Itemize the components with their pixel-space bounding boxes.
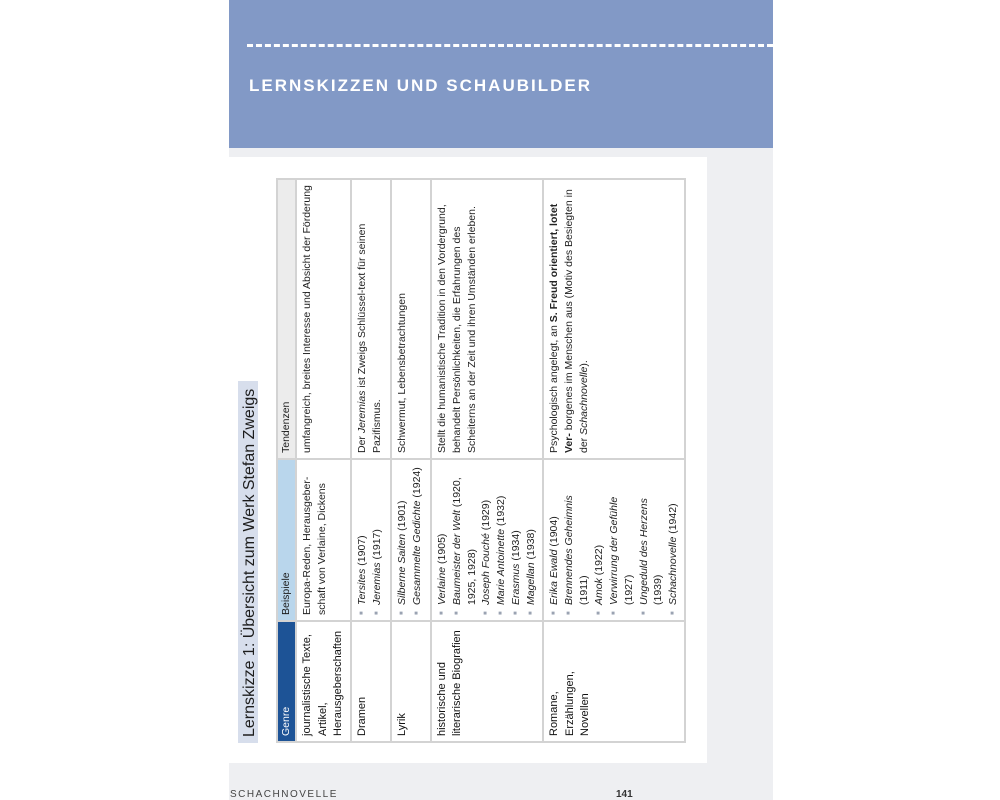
work-title: Joseph Fouché	[480, 533, 493, 605]
chapter-banner	[229, 0, 773, 148]
list-item	[370, 465, 385, 615]
work-year: (1938)	[525, 529, 538, 560]
genre-cell: Lyrik	[391, 621, 431, 742]
work-title: Brennendes Geheimnis	[562, 495, 575, 605]
list-item	[666, 465, 681, 615]
work-year: (1939)	[652, 574, 665, 605]
work-title: Magellan	[525, 562, 538, 605]
genre-cell: Dramen	[351, 621, 391, 742]
work-title: Verwirrung der Gefühle	[607, 496, 620, 605]
work-year: (1911)	[577, 575, 590, 605]
table-row	[431, 179, 543, 742]
dashed-divider	[247, 44, 773, 47]
tendency-italic: Jeremias	[355, 390, 368, 434]
list-item	[479, 465, 494, 615]
work-year: (1907)	[355, 535, 368, 566]
list-item	[509, 465, 524, 615]
work-year: (1929)	[480, 499, 493, 531]
list-item	[562, 465, 592, 615]
work-year: (1904)	[548, 516, 561, 547]
table-row	[543, 179, 685, 742]
genre-cell: historische und literarische Biografien	[431, 621, 543, 742]
work-year: (1901)	[395, 500, 408, 531]
work-title: Amok	[592, 578, 605, 605]
list-item	[547, 465, 562, 615]
table-header-row	[277, 179, 296, 742]
list-item	[435, 465, 450, 615]
table-row	[296, 179, 351, 742]
work-year: (1942)	[667, 503, 680, 534]
list-item	[592, 465, 607, 615]
page-number: 141	[616, 789, 633, 800]
tendency-text: ist Zweigs Schlüssel-text für seinen Pazifismus.	[355, 223, 383, 453]
work-year: (1917)	[370, 529, 383, 560]
work-year: (1922)	[592, 544, 605, 576]
header-examples: Beispiele	[277, 459, 296, 621]
tendency-cell: Schwermut, Lebensbetrachtungen	[391, 179, 431, 459]
tendency-text: Psychologisch angelegt, an	[548, 322, 561, 453]
work-year: (1920, 1925, 1928)	[450, 477, 478, 605]
tendency-text: ).	[577, 360, 590, 367]
work-year: (1905)	[435, 533, 448, 564]
genre-cell: Romane, Erzählungen, Novellen	[543, 621, 685, 742]
header-genre: Genre	[277, 621, 296, 742]
list-item	[410, 465, 425, 615]
work-title: Verlaine	[435, 566, 448, 605]
running-footer: SCHACHNOVELLE	[230, 789, 338, 800]
work-title: Baumeister der Welt	[450, 510, 463, 605]
examples-cell	[431, 459, 543, 621]
tendency-text: borgenes im Menschen aus (Motiv des Besiegten in der	[562, 189, 590, 453]
tendency-text: Der	[355, 433, 368, 453]
list-item	[494, 465, 509, 615]
examples-cell: Europa-Reden, Herausgeber-schaft von Verlaine, Dickens	[296, 459, 351, 621]
examples-cell	[391, 459, 431, 621]
examples-cell	[351, 459, 391, 621]
work-title: Erasmus	[510, 563, 523, 605]
work-year: (1924)	[410, 467, 423, 498]
list-item	[355, 465, 370, 615]
work-title: Marie Antoinette	[495, 528, 508, 605]
work-title: Ungeduld des Herzens	[637, 498, 650, 605]
tendency-cell: Stellt die humanistische Tradition in den Vordergrund, behandelt Persönlichkeiten, die Erfahrungen des Scheiterns an der Zeit und ihren Umständen erleben.	[431, 179, 543, 459]
table-row	[391, 179, 431, 742]
tendency-bold: S. Freud orientiert, lotet Ver-	[548, 203, 575, 453]
list-item	[524, 465, 539, 615]
work-title: Gesammelte Gedichte	[410, 500, 423, 605]
table-row	[351, 179, 391, 742]
list-item	[637, 465, 667, 615]
work-year: (1927)	[622, 574, 635, 605]
tendency-italic: Schachnovelle	[577, 366, 590, 435]
sketch-title: Lernskizze 1: Übersicht zum Werk Stefan Zweigs	[238, 381, 258, 743]
header-tendencies: Tendenzen	[277, 179, 296, 459]
work-title: Tersites	[355, 568, 368, 605]
tendency-cell	[351, 179, 391, 459]
overview-table	[276, 178, 686, 743]
rotated-sketch	[238, 181, 680, 743]
work-year: (1934)	[510, 530, 523, 561]
work-year: (1932)	[495, 495, 508, 526]
chapter-title: LERNSKIZZEN UND SCHAUBILDER	[249, 76, 592, 95]
tendency-cell: umfangreich, breites Interesse und Absicht der Förderung	[296, 179, 351, 459]
work-title: Schachnovelle	[667, 536, 680, 605]
work-title: Jeremias	[370, 562, 383, 605]
list-item	[395, 465, 410, 615]
examples-cell	[543, 459, 685, 621]
list-item	[607, 465, 637, 615]
work-title: Silberne Saiten	[395, 533, 408, 605]
tendency-cell	[543, 179, 685, 459]
list-item	[450, 465, 480, 615]
work-title: Erika Ewald	[548, 549, 561, 605]
genre-cell: journalistische Texte, Artikel, Herausgeberschaften	[296, 621, 351, 742]
